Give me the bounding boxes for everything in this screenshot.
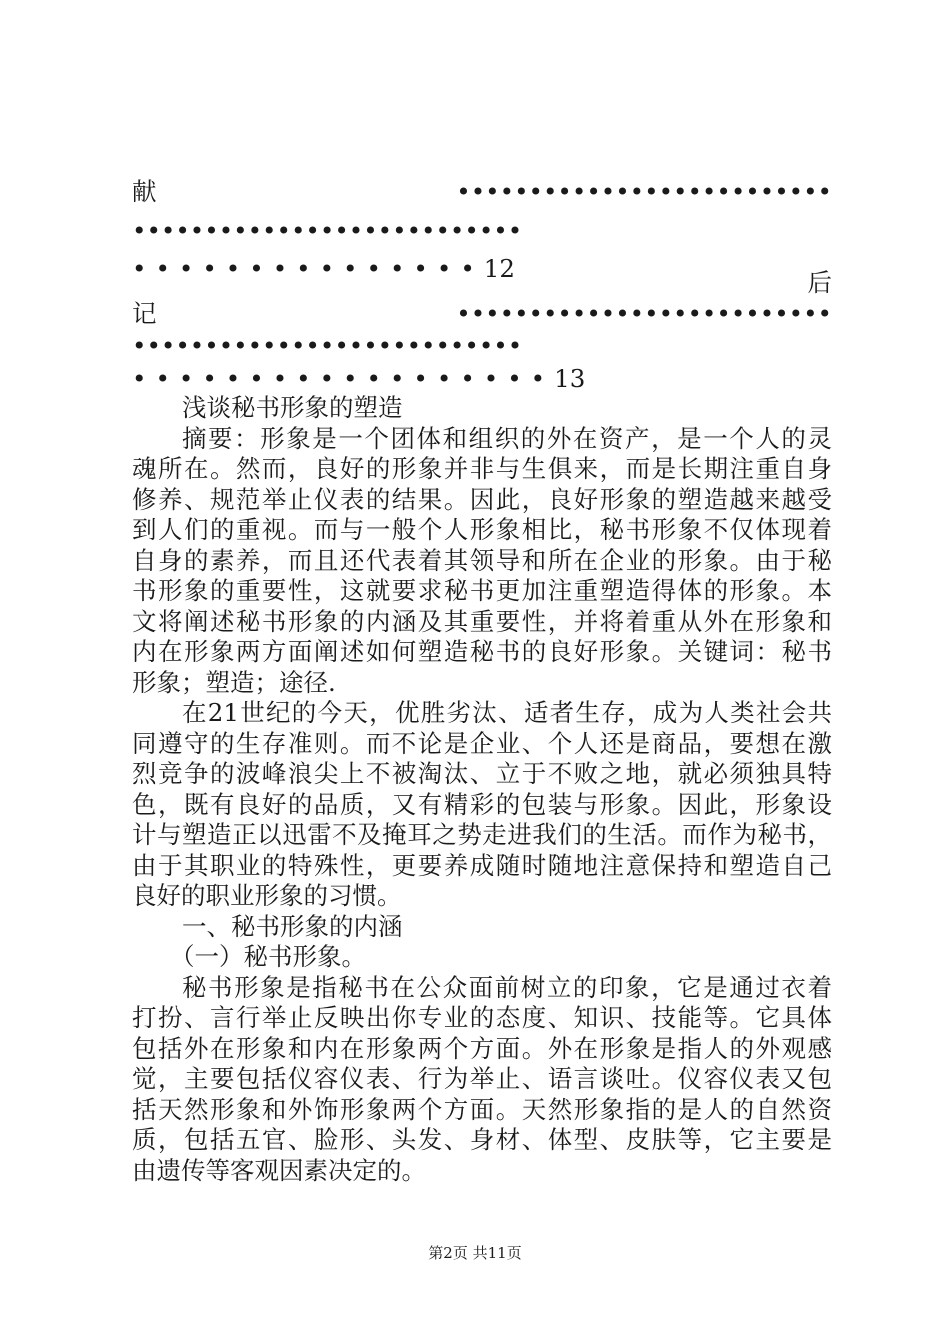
intro-line: 同遵守的生存准则。而不论是企业、个人还是商品，要想在激	[132, 728, 832, 758]
page-footer: 第2页 共11页	[428, 1244, 522, 1262]
toc-leader-dots: ••••••••••••••••••••••••••	[456, 298, 832, 328]
abstract-line: 文将阐述秘书形象的内涵及其重要性，并将着重从外在形象和	[132, 606, 832, 636]
toc-postscript	[132, 268, 832, 394]
intro-line: 良好的职业形象的习惯。	[132, 881, 402, 910]
abstract-line: 内在形象两方面阐述如何塑造秘书的良好形象。关键词：秘书	[132, 637, 832, 666]
body-line: 包括外在形象和内在形象两个方面。外在形象是指人的外观感	[132, 1033, 832, 1063]
body-line: 由遗传等客观因素决定的。	[132, 1155, 426, 1185]
abstract-line: 魂所在。然而，良好的形象并非与生俱来，而是长期注重自身	[132, 454, 832, 483]
toc-postscript-page-number: 13	[554, 363, 586, 393]
body-line: 秘书形象是指秘书在公众面前树立的印象，它是通过衣着	[182, 972, 832, 1002]
abstract-paragraph	[132, 424, 832, 699]
toc-leader-dots: •••••••••••••••	[132, 254, 484, 283]
intro-line: 色，既有良好的品质，又有精彩的包装与形象。因此，形象设	[132, 789, 832, 819]
abstract-line: 到人们的重视。而与一般个人形象相比，秘书形象不仅体现着	[132, 515, 832, 544]
toc-references-line-2	[132, 216, 832, 247]
intro-line: 在21世纪的今天，优胜劣汰、适者生存，成为人类社会共	[182, 698, 832, 727]
toc-postscript-line-1	[132, 299, 832, 330]
toc-references-page-number: 12	[483, 254, 515, 283]
abstract-line: 书形象的重要性，这就要求秘书更加注重塑造得体的形象。本	[132, 576, 832, 605]
toc-references-line-1	[132, 177, 832, 208]
toc-leader-dots: ••••••••••••••••••••••••••	[456, 177, 832, 206]
toc-leader-dots: •••••••••••••••••••••••••••	[132, 215, 523, 245]
intro-line: 烈竞争的波峰浪尖上不被淘汰、立于不败之地，就必须独具特	[132, 759, 832, 788]
intro-paragraph	[132, 698, 832, 912]
body-line: 括天然形象和外饰形象两个方面。天然形象指的是人的自然资	[132, 1094, 832, 1124]
abstract-line: 形象；塑造；途径.	[132, 667, 336, 697]
abstract-line: 修养、规范举止仪表的结果。因此，良好形象的塑造越来越受	[132, 484, 832, 514]
article-body	[132, 393, 832, 1186]
subsection-heading: （一）秘书形象。	[170, 942, 366, 971]
intro-line: 由于其职业的特殊性，更要养成随时随地注意保持和塑造自己	[132, 850, 832, 880]
toc-postscript-line-3	[132, 364, 832, 395]
toc-leader-dots: ••••••••••••••••••	[132, 363, 555, 393]
body-line: 打扮、言行举止反映出你专业的态度、知识、技能等。它具体	[132, 1003, 832, 1032]
body-line: 质，包括五官、脸形、头发、身材、体型、皮肤等，它主要是	[132, 1125, 832, 1154]
toc-leader-dots: •••••••••••••••••••••••••••	[132, 331, 523, 360]
toc-references-char: 献	[132, 177, 437, 206]
section-heading: 一、秘书形象的内涵	[182, 911, 403, 941]
body-line: 觉，主要包括仪容仪表、行为举止、语言谈吐。仪容仪表又包	[132, 1064, 832, 1093]
article-title: 浅谈秘书形象的塑造	[182, 393, 403, 422]
toc-postscript-char-2: 记	[132, 298, 437, 328]
body-paragraph	[132, 973, 832, 1187]
toc-postscript-line-2	[132, 331, 832, 362]
intro-line: 计与塑造正以迅雷不及掩耳之势走进我们的生活。而作为秘书，	[132, 820, 832, 849]
abstract-line: 摘要：形象是一个团体和组织的外在资产，是一个人的灵	[182, 423, 832, 453]
abstract-line: 自身的素养，而且还代表着其领导和所在企业的形象。由于秘	[132, 545, 832, 575]
toc-postscript-char-1: 后	[807, 268, 832, 297]
